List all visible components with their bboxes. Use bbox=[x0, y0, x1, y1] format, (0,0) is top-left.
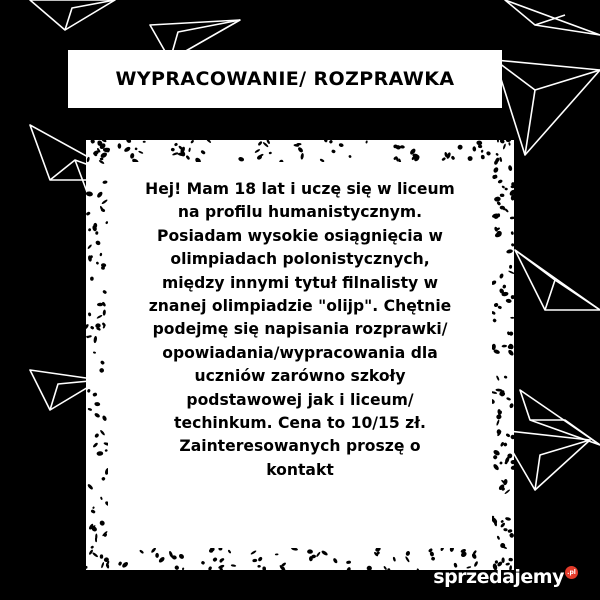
spot bbox=[500, 194, 505, 198]
text-line: podejmę się napisania rozprawki/ bbox=[152, 320, 448, 339]
spot bbox=[509, 265, 512, 269]
text-line: między innymi tytuł filnalisty w bbox=[161, 273, 439, 292]
spot bbox=[101, 476, 106, 481]
spot bbox=[134, 147, 138, 151]
spot bbox=[383, 566, 387, 570]
spot bbox=[92, 506, 95, 509]
spot bbox=[365, 140, 368, 143]
spot bbox=[316, 551, 321, 557]
spot bbox=[467, 156, 472, 161]
spot bbox=[499, 273, 504, 279]
spot bbox=[87, 483, 94, 490]
page-title: WYPRACOWANIE/ ROZPRAWKA bbox=[115, 68, 455, 90]
spot bbox=[155, 553, 159, 558]
spot bbox=[441, 157, 446, 161]
spot bbox=[472, 146, 476, 152]
spot bbox=[88, 228, 92, 232]
spot bbox=[509, 533, 514, 539]
spot bbox=[321, 550, 329, 557]
spot bbox=[95, 323, 101, 328]
spot bbox=[500, 520, 504, 524]
spot bbox=[511, 243, 514, 247]
spot bbox=[86, 157, 90, 163]
spot bbox=[266, 140, 270, 144]
spot bbox=[451, 155, 456, 160]
paper-plane-icon bbox=[30, 0, 115, 30]
spot bbox=[86, 191, 93, 197]
spot bbox=[254, 148, 260, 153]
spot bbox=[497, 179, 503, 184]
spot bbox=[492, 463, 500, 471]
spot bbox=[123, 146, 131, 153]
spot bbox=[101, 562, 105, 569]
spot bbox=[182, 567, 185, 570]
text-line: znanej olimpiadzie "olijp". Chętnie bbox=[148, 297, 452, 316]
spot bbox=[174, 142, 178, 146]
spot bbox=[507, 529, 512, 533]
spot bbox=[495, 153, 499, 157]
spot bbox=[346, 566, 352, 570]
spot bbox=[99, 520, 106, 527]
announcement-card bbox=[86, 140, 514, 570]
spot bbox=[502, 345, 508, 348]
spot bbox=[252, 559, 257, 563]
spot bbox=[504, 489, 510, 495]
spot bbox=[100, 554, 103, 558]
spot bbox=[416, 568, 419, 570]
spot bbox=[94, 412, 101, 418]
spot bbox=[158, 556, 166, 564]
spot bbox=[331, 149, 336, 154]
spot bbox=[496, 419, 500, 426]
spot bbox=[185, 155, 190, 161]
spot bbox=[102, 415, 108, 422]
spot bbox=[510, 465, 514, 471]
spot bbox=[502, 143, 506, 149]
logo-tld-badge: .pl bbox=[565, 566, 578, 579]
spot bbox=[100, 158, 104, 160]
spot bbox=[257, 556, 263, 562]
spot bbox=[90, 325, 95, 330]
spot bbox=[367, 566, 373, 570]
spot bbox=[269, 151, 272, 154]
spot bbox=[499, 157, 503, 162]
spot bbox=[510, 434, 514, 440]
logo-brand: sprzedajemy bbox=[433, 566, 564, 588]
spot bbox=[87, 244, 92, 250]
spot bbox=[139, 549, 144, 554]
spot bbox=[387, 568, 390, 570]
spot bbox=[498, 409, 501, 414]
spot bbox=[95, 231, 99, 235]
spot bbox=[250, 550, 257, 555]
spot bbox=[506, 249, 513, 254]
text-line: uczniów zarówno szkoły bbox=[194, 367, 406, 386]
spot bbox=[178, 553, 185, 560]
spot bbox=[510, 231, 514, 235]
spot bbox=[495, 560, 499, 564]
spot bbox=[491, 343, 496, 350]
spot bbox=[505, 140, 511, 142]
paper-plane-icon bbox=[515, 250, 600, 310]
title-banner bbox=[68, 50, 502, 108]
spot bbox=[90, 545, 94, 549]
spot bbox=[496, 201, 501, 206]
spot bbox=[88, 549, 93, 555]
spot bbox=[100, 151, 108, 159]
spot bbox=[480, 149, 483, 153]
spot bbox=[510, 295, 514, 300]
spot bbox=[492, 318, 497, 323]
spot bbox=[346, 560, 351, 564]
spot bbox=[338, 143, 344, 148]
spot bbox=[502, 284, 506, 289]
text-line: podstawowej jak i liceum/ bbox=[186, 390, 414, 409]
spot bbox=[92, 552, 99, 558]
spot bbox=[92, 442, 98, 448]
spot bbox=[508, 142, 511, 146]
spot bbox=[93, 336, 97, 344]
spot bbox=[171, 147, 176, 151]
spot bbox=[206, 140, 212, 144]
text-line: olimpiadach polonistycznych, bbox=[170, 250, 430, 269]
spot bbox=[503, 375, 507, 379]
spot bbox=[481, 155, 485, 160]
spot bbox=[496, 375, 500, 381]
spot bbox=[125, 140, 132, 144]
spot bbox=[486, 150, 492, 156]
spot bbox=[90, 277, 94, 281]
spot bbox=[117, 143, 121, 149]
spot bbox=[99, 368, 104, 373]
spot bbox=[208, 566, 213, 570]
spot bbox=[500, 522, 506, 528]
spot bbox=[511, 460, 514, 464]
spot bbox=[201, 560, 206, 565]
spot bbox=[511, 185, 514, 188]
text-line: Zainteresowanych proszę o bbox=[179, 437, 421, 456]
spot bbox=[476, 140, 482, 145]
text-line: techinkum. Cena to 10/15 zł. bbox=[174, 414, 426, 433]
spot bbox=[96, 191, 103, 199]
spot bbox=[118, 561, 123, 566]
spot bbox=[100, 360, 105, 365]
spot bbox=[505, 433, 510, 438]
spot bbox=[348, 155, 351, 158]
spot bbox=[496, 429, 501, 435]
spot bbox=[143, 141, 146, 143]
spot bbox=[492, 449, 500, 457]
spot bbox=[262, 566, 266, 570]
spot bbox=[200, 150, 206, 155]
spot bbox=[86, 323, 90, 330]
text-line: kontakt bbox=[266, 460, 334, 479]
spot bbox=[93, 351, 96, 354]
spot bbox=[90, 140, 96, 144]
spot bbox=[506, 397, 511, 401]
text-line: Hej! Mam 18 lat i uczę się w liceum bbox=[145, 180, 455, 198]
spot bbox=[138, 150, 143, 154]
spot bbox=[504, 187, 508, 190]
spot bbox=[227, 549, 231, 554]
spot bbox=[505, 517, 511, 522]
spot bbox=[332, 557, 338, 564]
spot bbox=[174, 565, 180, 570]
spot bbox=[102, 180, 108, 184]
spot bbox=[96, 314, 103, 319]
spot bbox=[496, 535, 500, 540]
spot bbox=[508, 165, 513, 171]
spot bbox=[130, 153, 135, 159]
spot bbox=[94, 402, 100, 407]
spot bbox=[87, 408, 92, 412]
spot bbox=[323, 140, 328, 143]
spot bbox=[190, 140, 194, 144]
spot bbox=[503, 528, 507, 531]
spot bbox=[499, 140, 505, 144]
spot bbox=[300, 153, 304, 160]
announcement-panel bbox=[108, 162, 492, 548]
spot bbox=[499, 461, 503, 465]
spot bbox=[121, 561, 129, 569]
spot bbox=[497, 305, 502, 309]
spot bbox=[100, 496, 103, 500]
spot bbox=[257, 141, 262, 147]
spot bbox=[508, 558, 513, 562]
spot bbox=[99, 253, 102, 257]
spot bbox=[188, 147, 191, 152]
spot bbox=[102, 289, 107, 294]
spot bbox=[392, 557, 396, 562]
spot bbox=[95, 240, 101, 246]
text-line: na profilu humanistycznym. bbox=[177, 203, 423, 222]
spot bbox=[502, 557, 505, 563]
spot bbox=[431, 556, 436, 561]
spot bbox=[97, 451, 104, 456]
spot bbox=[510, 317, 514, 319]
spot bbox=[405, 550, 411, 556]
spot bbox=[405, 556, 410, 563]
spot bbox=[94, 433, 100, 439]
spot bbox=[231, 564, 237, 567]
spot bbox=[86, 211, 91, 216]
spot bbox=[99, 429, 105, 436]
paper-plane-icon bbox=[505, 0, 600, 35]
spot bbox=[509, 403, 514, 409]
text-line: Posiadam wysokie osiągnięcia w bbox=[157, 226, 443, 245]
spot bbox=[507, 349, 514, 357]
spot bbox=[96, 261, 100, 265]
spot bbox=[493, 166, 500, 173]
spot bbox=[87, 389, 91, 393]
spot bbox=[457, 144, 463, 150]
spot bbox=[88, 312, 92, 316]
spot bbox=[508, 270, 514, 274]
spot bbox=[90, 509, 96, 514]
spot bbox=[494, 196, 501, 202]
spot bbox=[257, 565, 261, 568]
spot bbox=[86, 566, 88, 569]
spot bbox=[329, 140, 334, 144]
spot bbox=[307, 549, 313, 554]
spot bbox=[102, 309, 106, 315]
spot bbox=[92, 392, 97, 397]
spot bbox=[505, 298, 511, 303]
sprzedajemy-logo bbox=[433, 566, 578, 588]
spot bbox=[497, 140, 499, 143]
spot bbox=[297, 146, 304, 153]
spot bbox=[501, 185, 505, 189]
spot bbox=[503, 479, 508, 486]
spot bbox=[275, 553, 279, 555]
announcement-text bbox=[108, 178, 492, 482]
spot bbox=[471, 553, 477, 560]
spot bbox=[510, 216, 514, 219]
spot bbox=[212, 557, 218, 563]
text-line: opowiadania/wypracowania dla bbox=[162, 343, 438, 362]
